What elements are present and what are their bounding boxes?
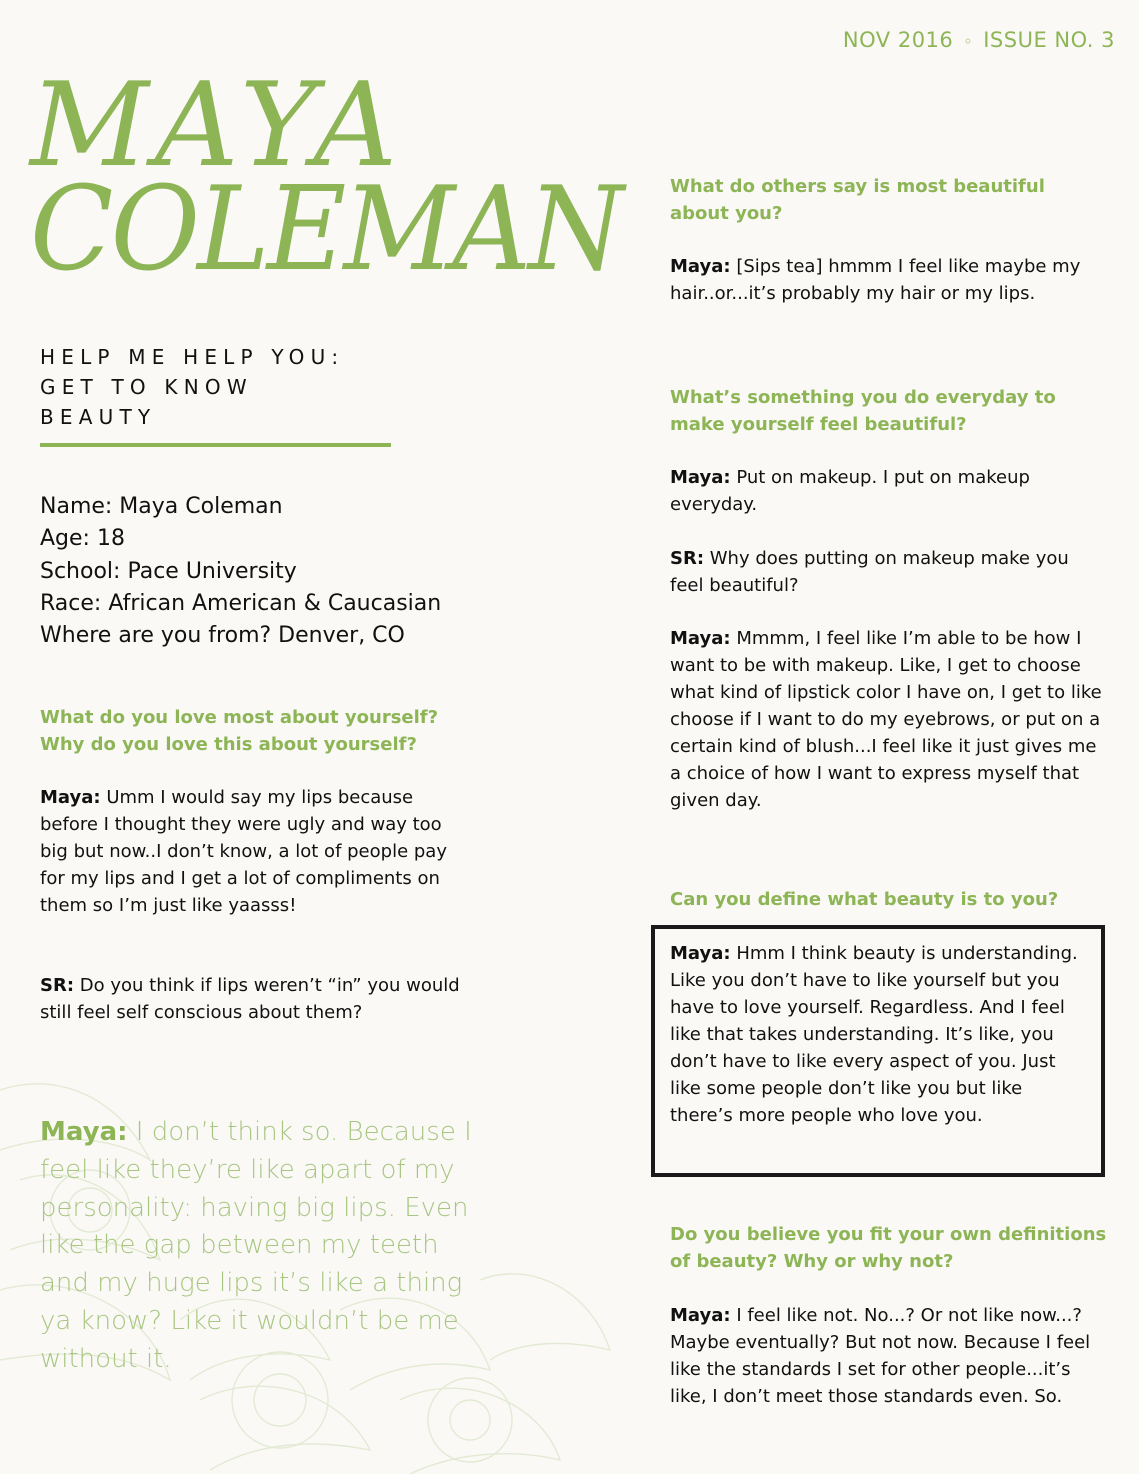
pull-quote [40,1114,480,1379]
answer-everyday [670,464,1090,518]
separator-dot: ◦ [963,32,974,51]
answer-text: Hmm I think beauty is understanding. Like you don’t have to like yourself but you have to love yourself. Regardless. And I feel like that takes understanding. It’s like, you don’t have to like every aspect of you. Just like some people don’t like you but like there’s more people who love you. [670,943,1078,1126]
question-define-beauty: Can you define what beauty is to you? [670,889,1059,910]
title-first-name: MAYA [30,58,404,193]
answer-text: Put on makeup. I put on makeup everyday. [670,467,1030,515]
answer-text: Do you think if lips weren’t “in” you would still feel self conscious about them? [40,975,460,1023]
issue-date: NOV 2016 [842,28,954,52]
answer-text: Why does putting on makeup make you feel beautiful? [670,548,1069,596]
speaker-label: Maya: [40,1117,128,1147]
subtitle-line-2: GET TO KNOW [40,375,253,399]
title-last-name: COLEMAN [30,162,621,297]
speaker-label: Maya: [670,628,731,649]
speaker-label: SR: [670,548,705,569]
speaker-label: SR: [40,975,75,996]
subtitle-line-3: BEAUTY [40,405,157,429]
issue-line [843,28,1115,52]
issue-number: ISSUE NO. 3 [983,28,1115,52]
answer-text: I feel like not. No...? Or not like now...? Maybe eventually? But not now. Because I feel like the standards I set for other people...it’s like, I don’t meet those standards even. So. [670,1305,1091,1407]
question-love: What do you love most about yourself? Why do you love this about yourself? [40,707,439,755]
answer-text: Umm I would say my lips because before I thought they were ugly and way too big but now..I don’t know, a lot of people pay for my lips and I get a lot of compliments on them so I’m just like yaasss! [40,787,447,916]
subtitle-line-1: HELP ME HELP YOU: [40,345,345,369]
question-others: What do others say is most beautiful about you? [670,176,1045,224]
answer-makeup [670,625,1110,814]
pull-quote-text: I don’t think so. Because I feel like they’re like apart of my personality: having big lips. Even like the gap between my teeth and my huge lips it’s like a thing ya know? Like it wouldn’t be me without it. [40,1117,472,1374]
speaker-label: Maya: [40,787,101,808]
answer-fit-definition [670,1302,1100,1410]
bio-school: School: Pace University [40,558,297,584]
question-fit-definition: Do you believe you fit your own definitions of beauty? Why or why not? [670,1224,1107,1272]
answer-text: [Sips tea] hmmm I feel like maybe my hair..or...it’s probably my hair or my lips. [670,256,1081,304]
answer-love [40,784,460,919]
speaker-label: Maya: [670,256,731,277]
answer-others [670,253,1090,307]
answer-text: Mmmm, I feel like I’m able to be how I want to be with makeup. Like, I get to choose what kind of lipstick color I have on, I get to like choose if I want to do my eyebrows, or put on a certain kind of blush...I feel like it just gives me a choice of how I want to express myself that given day. [670,628,1102,811]
divider-rule [40,443,391,447]
bio-name: Name: Maya Coleman [40,494,283,519]
sr-question-lips [40,972,470,1026]
speaker-label: Maya: [670,467,731,488]
bio-from: Where are you from? Denver, CO [40,623,405,649]
speaker-label: Maya: [670,1305,731,1326]
bio-race: Race: African American & Caucasian [40,590,442,616]
sr-question-makeup [670,545,1090,599]
bio-block [40,491,441,652]
subtitle [40,342,344,432]
question-everyday: What’s something you do everyday to make yourself feel beautiful? [670,387,1056,435]
answer-define-beauty [670,940,1090,1129]
speaker-label: Maya: [670,943,731,964]
bio-age: Age: 18 [40,526,125,552]
